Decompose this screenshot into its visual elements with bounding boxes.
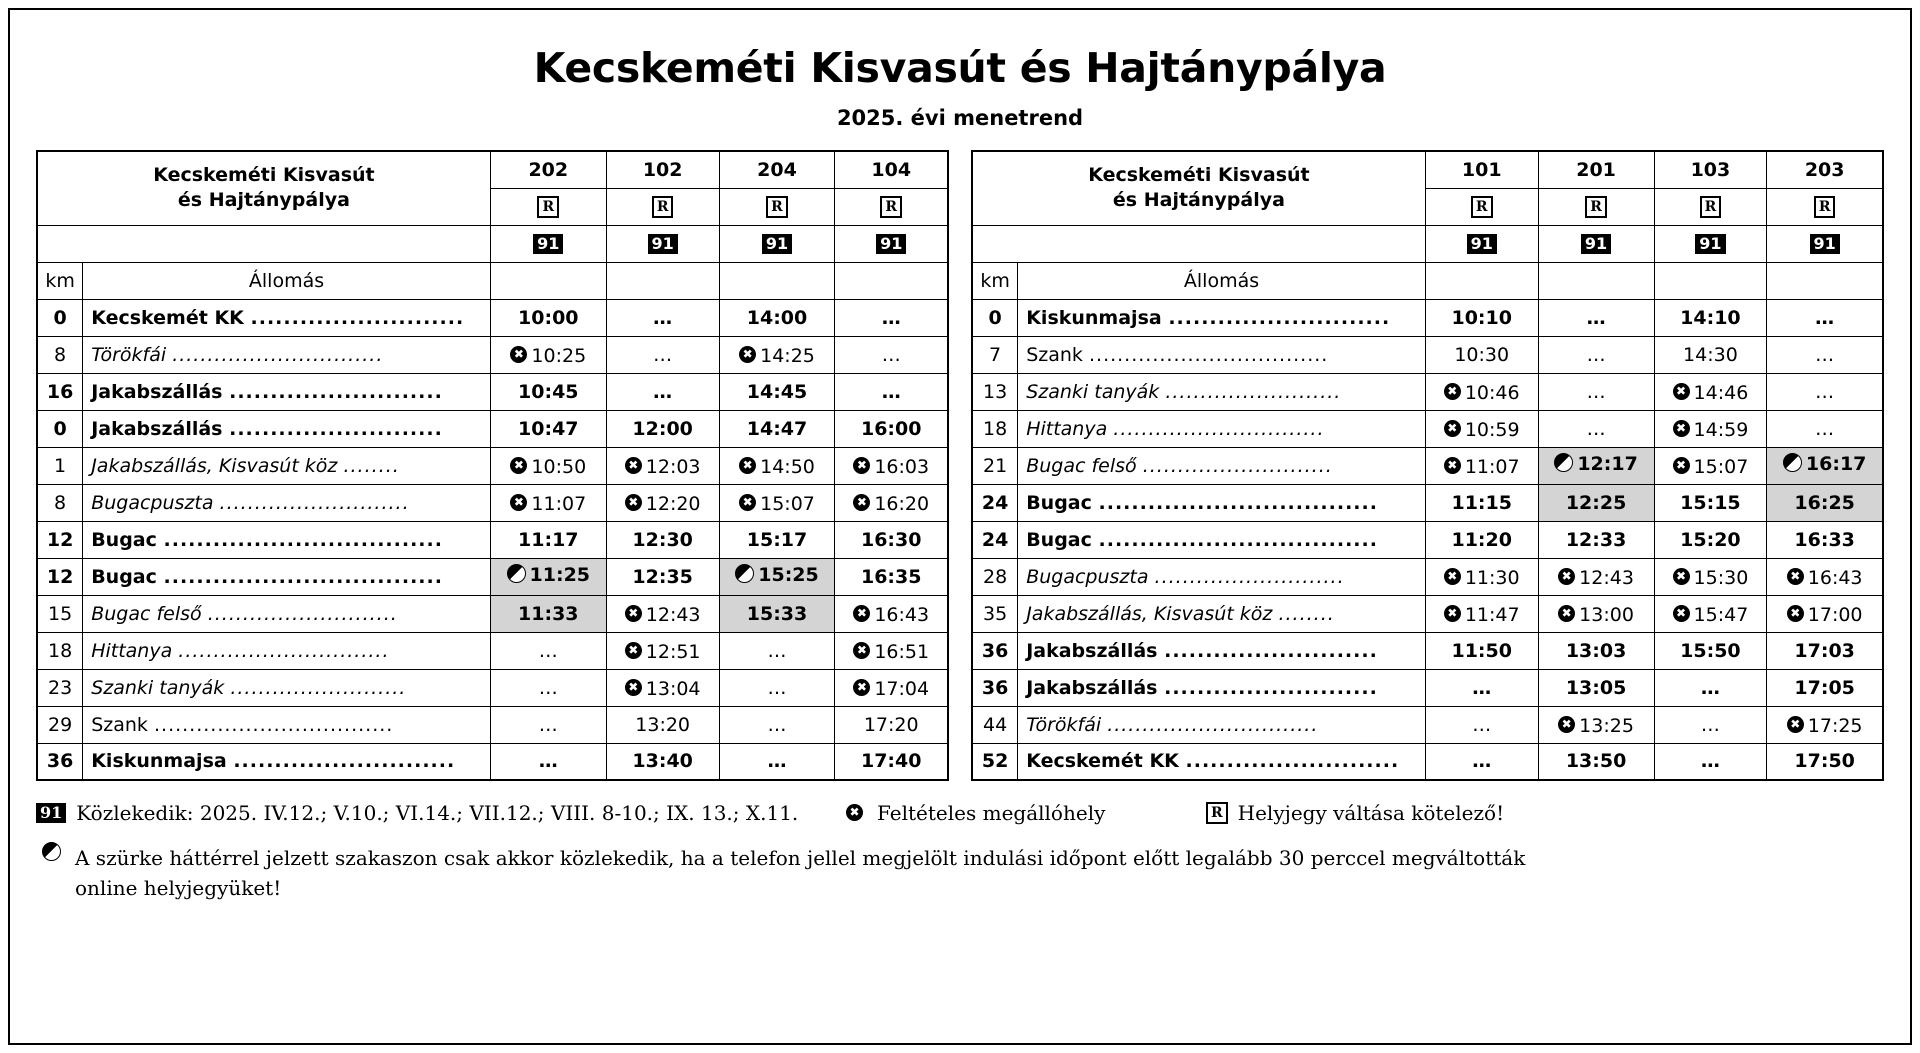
station-cell: Jakabszállás, Kisvasút köz ........ [1018, 595, 1426, 632]
station-cell: Szank .................................. [83, 706, 491, 743]
day-badge-cell [1654, 225, 1767, 262]
table-row [972, 299, 1883, 336]
conditional-stop-icon: ✖ [1558, 605, 1575, 622]
day-badge-icon: 91 [762, 234, 792, 254]
km-cell: 8 [37, 484, 83, 521]
conditional-stop-icon: ✖ [1673, 383, 1690, 400]
conditional-stop-icon: ✖ [853, 494, 870, 511]
time-cell: 13:50 [1538, 743, 1654, 780]
time-cell: … [1538, 410, 1654, 447]
time-cell: … [1538, 336, 1654, 373]
empty-header-cell [835, 262, 948, 299]
time-cell: ✖ 12:51 [606, 632, 719, 669]
km-cell: 52 [972, 743, 1018, 780]
table-row [972, 706, 1883, 743]
time-cell: … [1767, 336, 1883, 373]
table-row [972, 632, 1883, 669]
station-cell: Hittanya .............................. [1018, 410, 1426, 447]
day-badge-cell [719, 225, 835, 262]
day-badge-icon: 91 [1581, 234, 1611, 254]
station-cell: Bugac .................................. [83, 558, 491, 595]
conditional-stop-icon: ✖ [510, 457, 527, 474]
conditional-stop-icon: ✖ [739, 346, 756, 363]
km-cell: 36 [972, 669, 1018, 706]
conditional-stop-icon: ✖ [1558, 716, 1575, 733]
time-cell: 10:30 [1425, 336, 1538, 373]
empty-header-cell [719, 262, 835, 299]
table-badge-row-91 [972, 225, 1883, 262]
station-cell: Jakabszállás .......................... [1018, 632, 1426, 669]
time-cell: … [719, 706, 835, 743]
time-cell: 10:45 [490, 373, 606, 410]
time-cell: 15:50 [1654, 632, 1767, 669]
time-cell: 11:33 [490, 595, 606, 632]
time-cell: 16:30 [835, 521, 948, 558]
conditional-stop-icon: ✖ [1673, 420, 1690, 437]
time-cell: 12:17 [1538, 447, 1654, 484]
time-cell: 15:15 [1654, 484, 1767, 521]
time-cell: ✖ 14:59 [1654, 410, 1767, 447]
time-cell: 16:33 [1767, 521, 1883, 558]
time-cell: ✖ 17:25 [1767, 706, 1883, 743]
km-cell: 29 [37, 706, 83, 743]
reservation-badge-cell [835, 188, 948, 225]
train-number: 203 [1767, 151, 1883, 188]
time-cell: 13:20 [606, 706, 719, 743]
station-cell: Bugac felső ........................... [1018, 447, 1426, 484]
outbound-timetable [36, 150, 949, 781]
table-row [37, 447, 948, 484]
day-badge-cell [1538, 225, 1654, 262]
line-name: Kecskeméti Kisvasút és Hajtánypálya [972, 151, 1425, 225]
station-cell: Kecskemét KK .......................... [83, 299, 491, 336]
time-cell: ✖ 16:03 [835, 447, 948, 484]
table-row [972, 521, 1883, 558]
time-cell: … [835, 336, 948, 373]
time-cell: 14:30 [1654, 336, 1767, 373]
time-cell: ✖ 17:00 [1767, 595, 1883, 632]
time-cell: … [835, 299, 948, 336]
km-cell: 13 [972, 373, 1018, 410]
train-number: 103 [1654, 151, 1767, 188]
time-cell: 11:15 [1425, 484, 1538, 521]
train-number: 202 [490, 151, 606, 188]
time-cell: … [1767, 410, 1883, 447]
km-cell: 35 [972, 595, 1018, 632]
station-cell: Szanki tanyák ......................... [1018, 373, 1426, 410]
km-cell: 7 [972, 336, 1018, 373]
time-cell: 16:35 [835, 558, 948, 595]
time-cell: … [606, 373, 719, 410]
time-cell: 15:25 [719, 558, 835, 595]
time-cell: … [490, 632, 606, 669]
conditional-stop-icon: ✖ [1787, 568, 1804, 585]
table-column-header-row [972, 262, 1883, 299]
line-name-spacer [37, 225, 490, 262]
table-row [37, 299, 948, 336]
day-badge-icon: 91 [876, 234, 906, 254]
conditional-stop-icon: ✖ [1444, 383, 1461, 400]
km-cell: 16 [37, 373, 83, 410]
station-cell: Bugac felső ........................... [83, 595, 491, 632]
time-cell: … [719, 743, 835, 780]
time-cell: 12:00 [606, 410, 719, 447]
day-badge-icon: 91 [648, 234, 678, 254]
reservation-badge-cell [1654, 188, 1767, 225]
empty-header-cell [1654, 262, 1767, 299]
time-cell: 17:50 [1767, 743, 1883, 780]
conditional-stop-icon: ✖ [510, 346, 527, 363]
time-cell: ✖ 10:50 [490, 447, 606, 484]
time-cell: 10:00 [490, 299, 606, 336]
time-cell: … [1654, 743, 1767, 780]
time-cell: … [1425, 669, 1538, 706]
conditional-stop-icon: ✖ [1444, 605, 1461, 622]
time-cell: … [1538, 299, 1654, 336]
time-cell: 16:00 [835, 410, 948, 447]
time-cell: 11:25 [490, 558, 606, 595]
station-cell: Törökfái .............................. [1018, 706, 1426, 743]
train-number: 101 [1425, 151, 1538, 188]
time-cell: ✖ 13:04 [606, 669, 719, 706]
station-cell: Törökfái .............................. [83, 336, 491, 373]
legend-seat-reservation [1206, 801, 1504, 825]
table-row [972, 373, 1883, 410]
time-cell: 11:20 [1425, 521, 1538, 558]
station-cell: Szanki tanyák ......................... [83, 669, 491, 706]
km-cell: 18 [972, 410, 1018, 447]
time-cell: 12:30 [606, 521, 719, 558]
conditional-stop-icon: ✖ [1787, 716, 1804, 733]
km-cell: 12 [37, 521, 83, 558]
time-cell: … [1538, 373, 1654, 410]
station-cell: Bugacpuszta ........................... [83, 484, 491, 521]
reservation-badge-icon: R [1206, 802, 1228, 824]
train-number: 201 [1538, 151, 1654, 188]
time-cell: 17:40 [835, 743, 948, 780]
conditional-stop-icon: ✖ [1444, 420, 1461, 437]
station-cell: Kecskemét KK .......................... [1018, 743, 1426, 780]
day-badge-icon: 91 [533, 234, 563, 254]
phone-icon [42, 842, 61, 861]
time-cell: ✖ 15:07 [1654, 447, 1767, 484]
km-header: km [972, 262, 1018, 299]
table-row [37, 373, 948, 410]
conditional-stop-icon: ✖ [1558, 568, 1575, 585]
station-cell: Kiskunmajsa ........................... [1018, 299, 1426, 336]
time-cell: 13:03 [1538, 632, 1654, 669]
conditional-stop-icon: ✖ [625, 605, 642, 622]
legend [36, 801, 1884, 903]
time-cell: ✖ 11:30 [1425, 558, 1538, 595]
station-cell: Kiskunmajsa ........................... [83, 743, 491, 780]
time-cell: … [1767, 299, 1883, 336]
table-row [37, 595, 948, 632]
reservation-badge-cell [490, 188, 606, 225]
km-cell: 44 [972, 706, 1018, 743]
time-cell: … [490, 706, 606, 743]
time-cell: 17:20 [835, 706, 948, 743]
time-cell: ✖ 11:47 [1425, 595, 1538, 632]
conditional-stop-icon: ✖ [1673, 568, 1690, 585]
time-cell: … [1767, 373, 1883, 410]
legend-seat-reservation-text: Helyjegy váltása kötelező! [1237, 801, 1505, 825]
conditional-stop-icon: ✖ [625, 642, 642, 659]
table-row [37, 336, 948, 373]
reservation-badge-cell [1767, 188, 1883, 225]
legend-phone-note [36, 843, 1884, 903]
page-subtitle: 2025. évi menetrend [836, 106, 1084, 130]
day-badge-cell [1425, 225, 1538, 262]
station-cell: Szank .................................. [1018, 336, 1426, 373]
time-cell: … [490, 743, 606, 780]
conditional-stop-icon: ✖ [739, 457, 756, 474]
table-row [972, 669, 1883, 706]
station-cell: Jakabszállás .......................... [83, 373, 491, 410]
time-cell: ✖ 15:30 [1654, 558, 1767, 595]
time-cell: ✖ 13:00 [1538, 595, 1654, 632]
time-cell: ✖ 14:46 [1654, 373, 1767, 410]
time-cell: 15:20 [1654, 521, 1767, 558]
conditional-stop-icon: ✖ [1444, 568, 1461, 585]
reservation-badge-icon: R [1585, 196, 1607, 218]
time-cell: … [719, 632, 835, 669]
km-cell: 0 [37, 410, 83, 447]
time-cell: ✖ 10:46 [1425, 373, 1538, 410]
time-cell: ✖ 10:59 [1425, 410, 1538, 447]
time-cell: 16:17 [1767, 447, 1883, 484]
time-cell: 12:25 [1538, 484, 1654, 521]
km-cell: 0 [37, 299, 83, 336]
train-number: 204 [719, 151, 835, 188]
table-row [972, 484, 1883, 521]
time-cell: 16:25 [1767, 484, 1883, 521]
station-cell: Jakabszállás .......................... [1018, 669, 1426, 706]
time-cell: 17:03 [1767, 632, 1883, 669]
conditional-stop-icon: ✖ [853, 457, 870, 474]
time-cell: 14:45 [719, 373, 835, 410]
time-cell: ✖ 11:07 [490, 484, 606, 521]
reservation-badge-icon: R [1700, 196, 1722, 218]
km-header: km [37, 262, 83, 299]
reservation-badge-icon: R [652, 196, 674, 218]
km-cell: 23 [37, 669, 83, 706]
time-cell: … [1654, 706, 1767, 743]
table-row [972, 336, 1883, 373]
time-cell: ✖ 11:07 [1425, 447, 1538, 484]
time-cell: ✖ 14:25 [719, 336, 835, 373]
conditional-stop-icon: ✖ [1787, 605, 1804, 622]
timetable-tables [36, 150, 1884, 781]
legend-conditional-stop-text: Feltételes megállóhely [877, 801, 1106, 825]
train-number: 104 [835, 151, 948, 188]
time-cell: ✖ 16:20 [835, 484, 948, 521]
empty-header-cell [1425, 262, 1538, 299]
table-row [37, 410, 948, 447]
station-header: Állomás [83, 262, 491, 299]
day-badge-cell [1767, 225, 1883, 262]
time-cell: … [835, 373, 948, 410]
time-cell: ✖ 16:43 [835, 595, 948, 632]
train-number: 102 [606, 151, 719, 188]
time-cell: … [606, 336, 719, 373]
legend-phone-note-text: A szürke háttérrel jelzett szakaszon csak akkor közlekedik, ha a telefon jellel megjelölt indulási időpont előtt legalább 30 perccel megváltották online helyjegyüket! [75, 846, 1526, 900]
table-row [972, 410, 1883, 447]
day-badge-icon: 91 [1695, 234, 1725, 254]
line-name-spacer [972, 225, 1425, 262]
time-cell: 12:35 [606, 558, 719, 595]
station-cell: Jakabszállás, Kisvasút köz ........ [83, 447, 491, 484]
reservation-badge-cell [719, 188, 835, 225]
time-cell: ✖ 17:04 [835, 669, 948, 706]
legend-service-days [36, 801, 846, 825]
table-row [37, 558, 948, 595]
time-cell: ✖ 14:50 [719, 447, 835, 484]
conditional-stop-icon: ✖ [853, 679, 870, 696]
empty-header-cell [490, 262, 606, 299]
line-name: Kecskeméti Kisvasút és Hajtánypálya [37, 151, 490, 225]
reservation-badge-icon: R [537, 196, 559, 218]
conditional-stop-icon: ✖ [853, 642, 870, 659]
time-cell: 15:17 [719, 521, 835, 558]
phone-icon [735, 564, 754, 583]
table-row [972, 558, 1883, 595]
time-cell: … [606, 299, 719, 336]
table-badge-row-91 [37, 225, 948, 262]
reservation-badge-icon: R [880, 196, 902, 218]
station-cell: Jakabszállás .......................... [83, 410, 491, 447]
km-cell: 1 [37, 447, 83, 484]
time-cell: ✖ 12:43 [606, 595, 719, 632]
time-cell: ✖ 12:20 [606, 484, 719, 521]
conditional-stop-icon: ✖ [1673, 605, 1690, 622]
time-cell: ✖ 15:47 [1654, 595, 1767, 632]
time-cell: … [1425, 706, 1538, 743]
km-cell: 0 [972, 299, 1018, 336]
km-cell: 12 [37, 558, 83, 595]
conditional-stop-icon: ✖ [739, 494, 756, 511]
day-badge-cell [606, 225, 719, 262]
timetable-frame [8, 8, 1912, 1045]
day-badge-icon: 91 [1467, 234, 1497, 254]
station-cell: Bugac .................................. [1018, 484, 1426, 521]
time-cell: 14:00 [719, 299, 835, 336]
conditional-stop-icon: ✖ [1673, 457, 1690, 474]
time-cell: 14:47 [719, 410, 835, 447]
table-row [37, 669, 948, 706]
time-cell: ✖ 12:03 [606, 447, 719, 484]
reservation-badge-cell [1538, 188, 1654, 225]
time-cell: 12:33 [1538, 521, 1654, 558]
empty-header-cell [606, 262, 719, 299]
time-cell: 10:10 [1425, 299, 1538, 336]
time-cell: 15:33 [719, 595, 835, 632]
table-row [37, 484, 948, 521]
table-header-row [37, 151, 948, 188]
time-cell: 13:40 [606, 743, 719, 780]
reservation-badge-icon: R [1814, 196, 1836, 218]
table-row [37, 521, 948, 558]
time-cell: 17:05 [1767, 669, 1883, 706]
day-badge-icon: 91 [1810, 234, 1840, 254]
inbound-timetable [971, 150, 1884, 781]
time-cell: … [1654, 669, 1767, 706]
conditional-stop-icon: ✖ [1444, 457, 1461, 474]
phone-icon [1783, 453, 1802, 472]
reservation-badge-icon: R [1471, 196, 1493, 218]
conditional-stop-icon: ✖ [846, 804, 863, 821]
conditional-stop-icon: ✖ [625, 457, 642, 474]
conditional-stop-icon: ✖ [625, 494, 642, 511]
time-cell: ✖ 16:43 [1767, 558, 1883, 595]
day-badge-icon: 91 [36, 803, 66, 823]
legend-service-days-text: Közlekedik: 2025. IV.12.; V.10.; VI.14.; VII.12.; VIII. 8-10.; IX. 13.; X.11. [76, 801, 799, 825]
day-badge-cell [835, 225, 948, 262]
table-row [37, 632, 948, 669]
time-cell: 13:05 [1538, 669, 1654, 706]
table-row [972, 595, 1883, 632]
time-cell: ✖ 13:25 [1538, 706, 1654, 743]
time-cell: 11:50 [1425, 632, 1538, 669]
time-cell: ✖ 10:25 [490, 336, 606, 373]
station-cell: Hittanya .............................. [83, 632, 491, 669]
km-cell: 36 [37, 743, 83, 780]
station-header: Állomás [1018, 262, 1426, 299]
conditional-stop-icon: ✖ [853, 605, 870, 622]
station-cell: Bugacpuszta ........................... [1018, 558, 1426, 595]
table-row [972, 447, 1883, 484]
reservation-badge-icon: R [766, 196, 788, 218]
km-cell: 24 [972, 521, 1018, 558]
km-cell: 21 [972, 447, 1018, 484]
time-cell: ✖ 12:43 [1538, 558, 1654, 595]
time-cell: 14:10 [1654, 299, 1767, 336]
time-cell: … [490, 669, 606, 706]
legend-conditional-stop [846, 801, 1206, 825]
time-cell: … [719, 669, 835, 706]
empty-header-cell [1767, 262, 1883, 299]
page-title: Kecskeméti Kisvasút és Hajtánypálya [533, 44, 1387, 92]
table-row [37, 743, 948, 780]
conditional-stop-icon: ✖ [510, 494, 527, 511]
empty-header-cell [1538, 262, 1654, 299]
table-row [37, 706, 948, 743]
conditional-stop-icon: ✖ [625, 679, 642, 696]
station-cell: Bugac .................................. [1018, 521, 1426, 558]
reservation-badge-cell [1425, 188, 1538, 225]
table-row [972, 743, 1883, 780]
time-cell: ✖ 16:51 [835, 632, 948, 669]
day-badge-cell [490, 225, 606, 262]
km-cell: 28 [972, 558, 1018, 595]
table-column-header-row [37, 262, 948, 299]
time-cell: ✖ 15:07 [719, 484, 835, 521]
km-cell: 36 [972, 632, 1018, 669]
km-cell: 18 [37, 632, 83, 669]
phone-icon [1554, 453, 1573, 472]
reservation-badge-cell [606, 188, 719, 225]
km-cell: 15 [37, 595, 83, 632]
phone-icon [507, 564, 526, 583]
time-cell: … [1425, 743, 1538, 780]
km-cell: 24 [972, 484, 1018, 521]
time-cell: 11:17 [490, 521, 606, 558]
table-header-row [972, 151, 1883, 188]
time-cell: 10:47 [490, 410, 606, 447]
station-cell: Bugac .................................. [83, 521, 491, 558]
km-cell: 8 [37, 336, 83, 373]
